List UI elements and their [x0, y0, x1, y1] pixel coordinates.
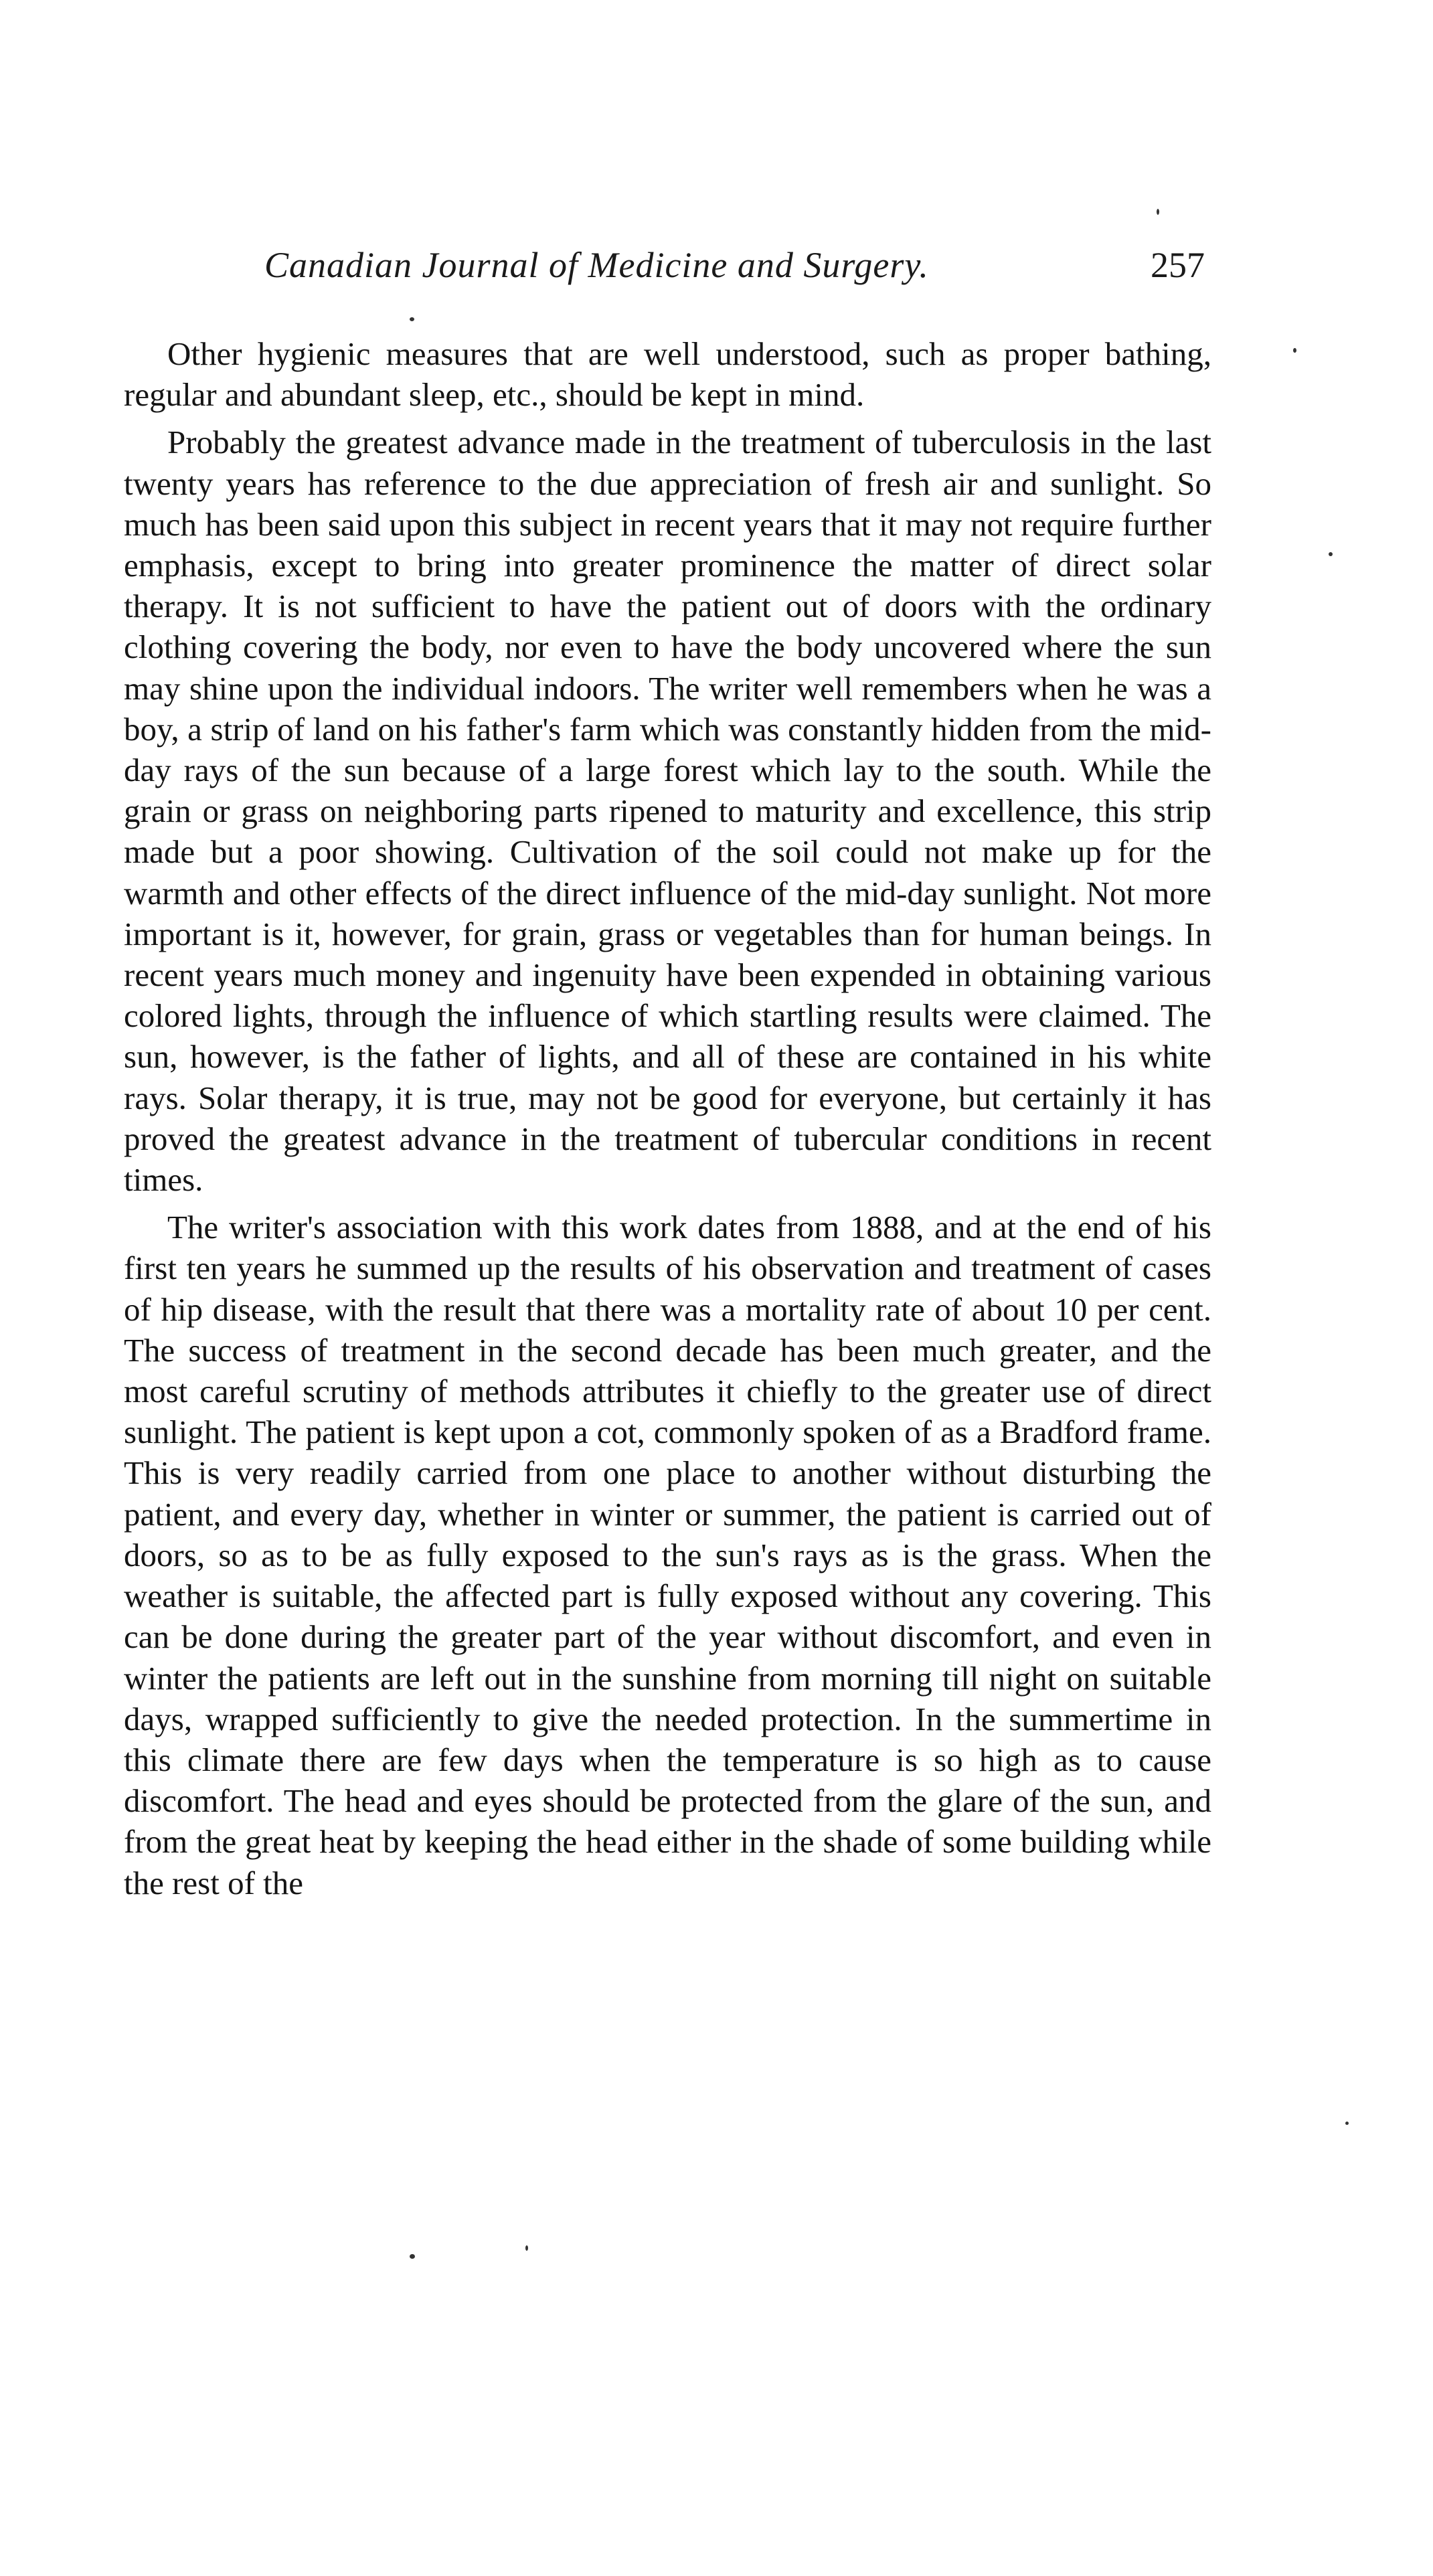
- print-speck: [1345, 2122, 1349, 2125]
- print-speck: [1329, 552, 1333, 556]
- journal-title: Canadian Journal of Medicine and Surgery.: [264, 245, 929, 285]
- print-speck: [525, 2245, 528, 2251]
- print-speck: [1293, 348, 1296, 353]
- body-text: [124, 333, 1211, 1910]
- paragraph-writers-association: The writer's association with this work dates from 1888, and at the end of his first ten years he summed up the results of his observation and treatment of cases of hip disease, with the result that there was a mortality rate of about 10 per cent. The success of treatment in the second decade has been much greater, and the most careful scrutiny of methods attributes it chiefly to the greater use of direct sunlight. The patient is kept upon a cot, commonly spoken of as a Bradford frame. This is very readily carried from one place to another without disturbing the patient, and every day, whether in winter or summer, the patient is carried out of doors, so as to be as fully exposed to the sun's rays as is the grass. When the weather is suitable, the affected part is fully exposed without any covering. This can be done during the greater part of the year without discomfort, and even in winter the patients are left out in the sunshine from morning till night on suitable days, wrapped sufficiently to give the needed protection. In the summertime in this climate there are few days when the temperature is so high as to cause discomfort. The head and eyes should be protected from the glare of the sun, and from the great heat by keeping the head either in the shade of some building while the rest of the: [124, 1209, 1211, 1901]
- print-speck: [410, 2254, 415, 2259]
- paragraph-hygienic-measures: Other hygienic measures that are well understood, such as proper bathing, regular and abundant sleep, etc., should be kept in mind.: [124, 335, 1211, 414]
- print-speck: [1157, 209, 1159, 215]
- running-head: [264, 244, 1205, 291]
- print-speck: [410, 317, 414, 321]
- paragraph-fresh-air-sunlight: Probably the greatest advance made in the treatment of tuberculosis in the last twenty years has reference to the due appreciation of fresh air and sunlight. So much has been said upon this subject in recent years that it may not require further emphasis, except to bring into greater prominence the matter of direct solar therapy. It is not sufficient to have the patient out of doors with the ordinary clothing covering the body, nor even to have the body uncovered where the sun may shine upon the individual indoors. The writer well remembers when he was a boy, a strip of land on his father's farm which was constantly hidden from the mid-day rays of the sun because of a large forest which lay to the south. While the grain or grass on neighboring parts ripened to maturity and excellence, this strip made but a poor showing. Cultivation of the soil could not make up for the warmth and other effects of the direct influence of the mid-day sunlight. Not more important is it, however, for grain, grass or vegetables than for human beings. In recent years much money and ingenuity have been expended in obtaining various colored lights, through the influence of which startling results were claimed. The sun, however, is the father of lights, and all of these are contained in his white rays. Solar therapy, it is true, may not be good for everyone, but certainly it has proved the greatest advance in the treatment of tubercular conditions in recent times.: [124, 424, 1211, 1199]
- page-number: 257: [1151, 245, 1205, 285]
